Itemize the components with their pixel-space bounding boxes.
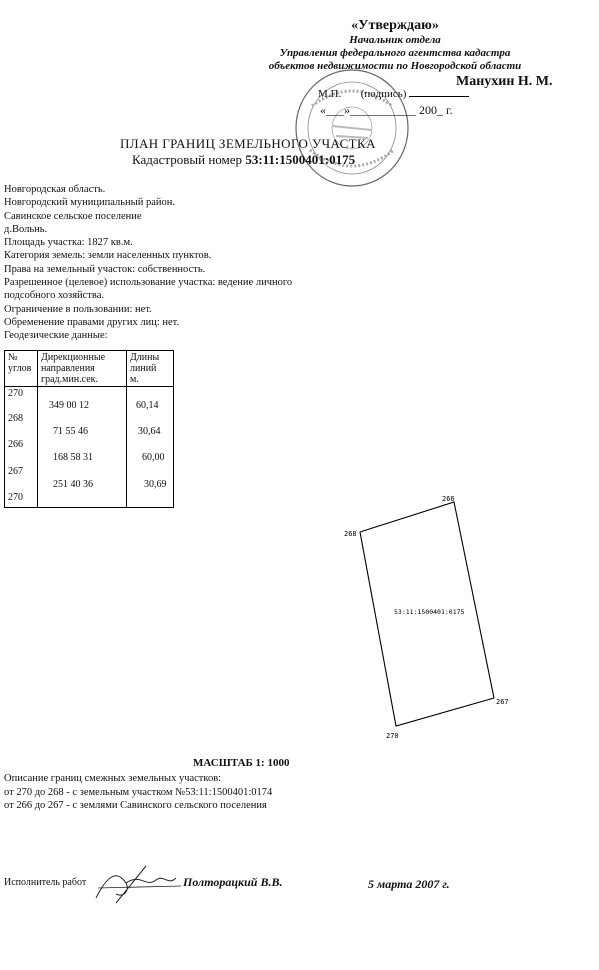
directions-cell xyxy=(38,387,127,508)
property-line: Категория земель: земли населенных пунктов. xyxy=(4,250,212,262)
parcel-number-label: 53:11:1500401:0175 xyxy=(394,608,465,616)
approver-position-1: Начальник отдела xyxy=(349,34,441,46)
adjacent-line: от 266 до 267 - с землями Савинского сельского поселения xyxy=(4,800,267,811)
executor-name: Полторацкий В.В. xyxy=(183,875,283,889)
property-line: Савинское сельское поселение xyxy=(4,210,142,222)
table-body-row xyxy=(5,387,174,508)
length-value: 30,69 xyxy=(144,479,167,490)
approval-date-line: «___»___________ 200_ г. xyxy=(320,103,453,117)
corner-label-266: 266 xyxy=(442,495,455,503)
parcel-plan xyxy=(330,490,530,750)
adjacent-description xyxy=(4,772,272,813)
property-line: Права на земельный участок: собственность. xyxy=(4,263,206,275)
official-seal-stamp xyxy=(292,66,412,190)
length-value: 30,64 xyxy=(138,426,161,437)
direction-value: 251 40 36 xyxy=(53,479,93,490)
property-line: Новгородская область. xyxy=(4,184,106,195)
signature-label: (подпись) xyxy=(360,88,407,100)
property-line: Ограничение в пользовании: нет. xyxy=(4,303,152,315)
header-corners: № углов xyxy=(5,351,38,387)
length-value: 60,14 xyxy=(136,400,159,411)
adjacent-line: от 270 до 268 - с земельным участком №53:11:1500401:0174 xyxy=(4,786,273,798)
corner-number: 266 xyxy=(8,439,23,450)
corner-number: 267 xyxy=(8,466,23,477)
corner-number: 268 xyxy=(8,413,23,424)
executor-signature xyxy=(86,858,186,908)
direction-value: 71 55 46 xyxy=(53,426,88,437)
parcel-properties xyxy=(4,183,344,343)
corner-label-268: 268 xyxy=(344,530,357,538)
property-line: Обременение правами других лиц: нет. xyxy=(4,316,180,328)
adjacent-heading: Описание границ смежных земельных участков: xyxy=(4,773,222,784)
scale-label: МАСШТАБ 1: 1000 xyxy=(193,757,290,769)
header-lengths: Длины линий м. xyxy=(127,351,174,387)
approval-block xyxy=(235,18,555,73)
property-line: Новгородский муниципальный район. xyxy=(4,197,175,209)
executor-date: 5 марта 2007 г. xyxy=(368,877,450,891)
header-directions: Дирекционные направления град.мин.сек. xyxy=(38,351,127,387)
mp-label: М.П. xyxy=(318,88,342,100)
corner-label-270: 270 xyxy=(386,732,399,740)
cadastral-number-line xyxy=(132,152,355,168)
approver-name: Манухин Н. М. xyxy=(456,74,553,89)
approve-heading: «Утверждаю» xyxy=(351,18,439,33)
property-line: д.Вольнь. xyxy=(4,223,48,235)
document-title: ПЛАН ГРАНИЦ ЗЕМЕЛЬНОГО УЧАСТКА xyxy=(120,136,376,151)
corner-number: 270 xyxy=(8,388,23,399)
length-value: 60,00 xyxy=(142,452,165,463)
mp-signature-line xyxy=(318,88,469,100)
direction-value: 168 58 31 xyxy=(53,452,93,463)
property-line: Разрешенное (целевое) использование участка: ведение личного xyxy=(4,277,293,289)
approver-position-3: объектов недвижимости по Новгородской области xyxy=(268,60,522,72)
table-header-row xyxy=(5,351,174,387)
property-line: Геодезические данные: xyxy=(4,330,108,342)
executor-label: Исполнитель работ xyxy=(4,877,87,888)
approver-position-2: Управления федерального агентства кадастра xyxy=(279,47,511,59)
geodetic-data-table xyxy=(4,350,174,508)
lengths-cell xyxy=(127,387,174,508)
corner-label-267: 267 xyxy=(496,698,509,706)
direction-value: 349 00 12 xyxy=(49,400,89,411)
corners-cell xyxy=(5,387,38,508)
cadastral-label: Кадастровый номер xyxy=(132,152,243,167)
corner-number: 270 xyxy=(8,492,23,503)
property-line: Площадь участка: 1827 кв.м. xyxy=(4,237,133,249)
property-line: подсобного хозяйства. xyxy=(4,290,105,302)
cadastral-number: 53:11:1500401:0175 xyxy=(245,152,356,167)
